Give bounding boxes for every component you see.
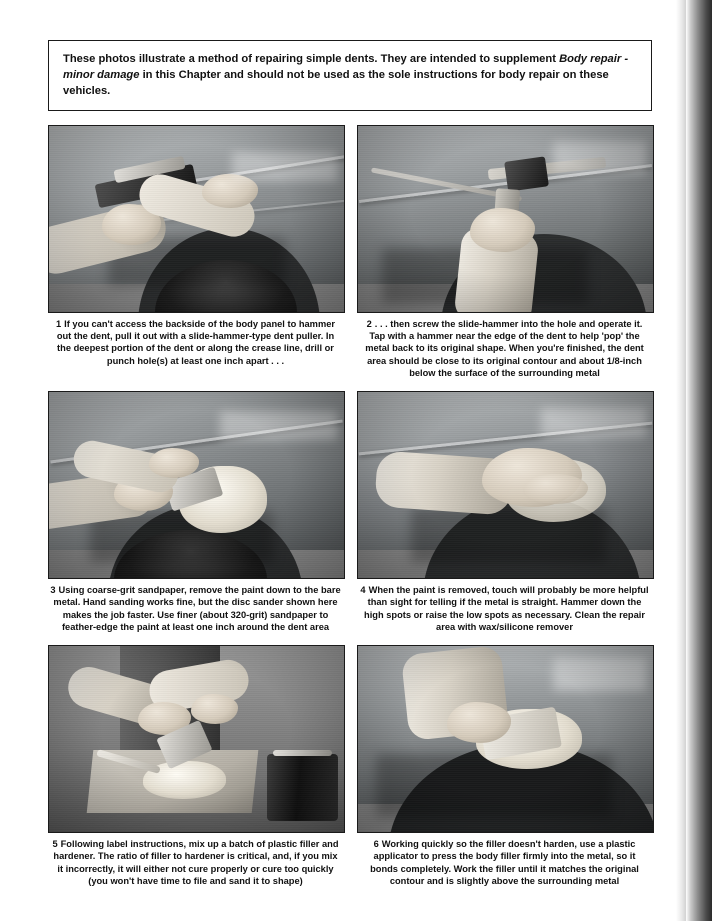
step-cell-4 bbox=[357, 391, 652, 639]
book-binding-gutter bbox=[686, 0, 712, 921]
step-photo-6 bbox=[357, 645, 654, 833]
step-cell-3 bbox=[48, 391, 343, 639]
step-caption-1 bbox=[48, 313, 343, 373]
photo-step-grid bbox=[48, 125, 652, 899]
step-caption-6 bbox=[357, 833, 652, 893]
step-cell-1 bbox=[48, 125, 343, 385]
step-photo-5 bbox=[48, 645, 345, 833]
page-edge-shadow bbox=[676, 0, 686, 921]
step-caption-2 bbox=[357, 313, 652, 385]
step-caption-text-2: . . . then screw the slide-hammer into the hole and operate it. Tap with a hammer near the edge of the dent to help 'pop' the metal back to its original shape. When you're finished, the dent area should be close to its original contour and about 1/8-inch below the surface of the surrounding metal bbox=[365, 318, 644, 378]
intro-note-box bbox=[48, 40, 652, 111]
step-caption-5 bbox=[48, 833, 343, 893]
page-content bbox=[48, 40, 652, 899]
step-caption-text-4: When the paint is removed, touch will probably be more helpful than sight for telling if the metal is straight. Hammer down the high spots or raise the low spots as necessary. Clean the repair area with wax/silicone remover bbox=[364, 585, 649, 632]
intro-italic-reference: Body repair - minor damage bbox=[63, 53, 629, 82]
step-caption-text-6: Working quickly so the filler doesn't harden, use a plastic applicator to press the body filler firmly into the metal, so it bonds completely. Work the filler until it matches the original contour and is slightly above the surrounding metal bbox=[370, 839, 639, 886]
step-caption-3 bbox=[48, 579, 343, 639]
step-caption-text-3: Using coarse-grit sandpaper, remove the paint down to the bare metal. Hand sanding works fine, but the disc sander shown here makes the job faster. Use finer (about 320-grit) sandpaper to feather-edge the paint at least one inch around the dent area bbox=[53, 585, 341, 632]
step-cell-5 bbox=[48, 645, 343, 893]
step-caption-4 bbox=[357, 579, 652, 639]
step-photo-1 bbox=[48, 125, 345, 313]
step-cell-2 bbox=[357, 125, 652, 385]
step-number-5: 5 bbox=[52, 839, 58, 850]
step-caption-text-1: If you can't access the backside of the body panel to hammer out the dent, pull it out with a slide-hammer-type dent puller. In the deepest portion of the dent or along the crease line, drill or punch hole(s) at least one inch apart . . . bbox=[56, 318, 336, 366]
step-number-3: 3 bbox=[50, 585, 56, 596]
step-cell-6 bbox=[357, 645, 652, 893]
step-photo-4 bbox=[357, 391, 654, 579]
step-number-4: 4 bbox=[360, 585, 366, 596]
step-number-1: 1 bbox=[55, 318, 62, 329]
step-number-2: 2 bbox=[366, 318, 372, 329]
step-caption-text-5: Following label instructions, mix up a batch of plastic filler and hardener. The ratio of filler to hardener is critical, and, if you mix it incorrectly, it will either not cure properly or cure too quickly (you won't have time to file and sand it to shape) bbox=[53, 839, 339, 886]
intro-note-text bbox=[63, 51, 637, 100]
step-photo-2 bbox=[357, 125, 654, 313]
step-photo-3 bbox=[48, 391, 345, 579]
intro-text-part1: These photos illustrate a method of repairing simple dents. They are intended to supplement bbox=[63, 53, 560, 65]
step-number-6: 6 bbox=[373, 839, 379, 850]
intro-text-part2: in this Chapter and should not be used as the sole instructions for body repair on these vehicles. bbox=[63, 69, 609, 98]
